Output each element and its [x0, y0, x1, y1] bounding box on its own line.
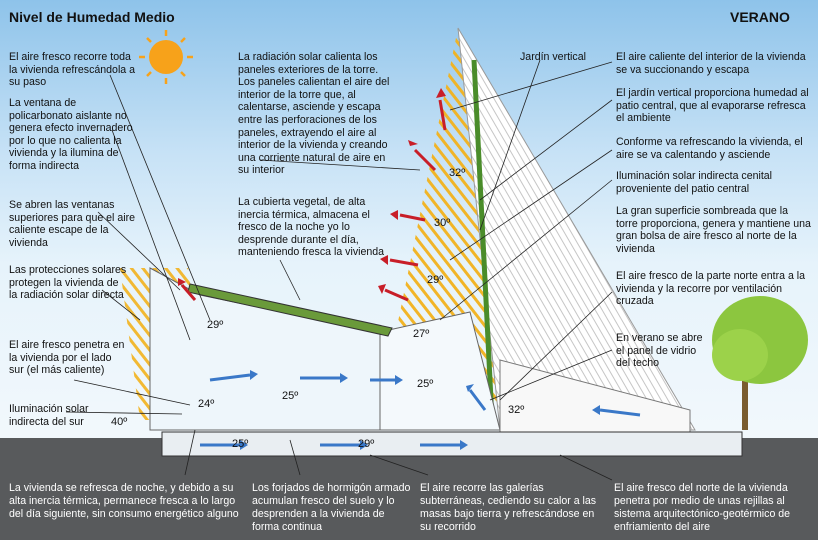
temp-basement-left: 25º [232, 438, 249, 450]
note-concrete-slabs: Los forjados de hormigón armado acumulan fresco del suelo y lo desprenden a la vivienda de forma continua [252, 482, 411, 533]
temp-tower-top: 32º [449, 167, 466, 179]
note-fresh-air-travels: El aire fresco recorre toda la vivienda refrescándola a su paso [9, 51, 136, 89]
temp-basement-right: 29º [358, 438, 375, 450]
note-hot-air-escapes: El aire caliente del interior de la vivienda se va succionando y escapa [616, 51, 806, 76]
note-green-roof: La cubierta vegetal, de alta inercia térmica, almacena el fresco de la noche yo lo desprende durante el día, manteniendo fresca la vivienda [238, 196, 385, 259]
note-glass-panel: En verano se abre el panel de vidrio del techo [616, 332, 703, 370]
house-interior [150, 268, 380, 430]
temp-outside-south: 40º [111, 416, 128, 428]
note-geothermal-system: El aire fresco del norte de la vivienda penetra por medio de unas rejillas al sistema arquitectónico-geotérmico de enfriamiento del aire [614, 482, 791, 533]
label-vertical-garden: Jardín vertical [520, 51, 586, 63]
note-shaded-surface: La gran superficie sombreada que la torre proporciona, genera y mantiene una gran bolsa de aire fresco al norte de la vivienda [616, 205, 811, 255]
note-vertical-garden-humidity: El jardín vertical proporciona humedad al patio central, que al evaporarse refresca el ambiente [616, 87, 809, 125]
temp-upper-left: 29º [207, 319, 224, 331]
season-label: VERANO [730, 9, 790, 25]
temp-tower-base: 27º [413, 328, 430, 340]
sun-icon [139, 30, 193, 84]
note-solar-protections: Las protecciones solares protegen la vivienda de la radiación solar directa [9, 264, 127, 302]
note-tower-radiation: La radiación solar calienta los paneles exteriores de la torre. Los paneles calientan el aire del interior de la torre que, al calentarse, asciende y escapa entre las perforaciones de los paneles, extrayendo el aire al interior de la vivienda y creando una corriente natural de aire en su interior [238, 51, 390, 177]
note-fresh-air-south: El aire fresco penetra en la vivienda por el lado sur (el más caliente) [9, 339, 125, 377]
temp-patio: 25º [417, 378, 434, 390]
note-indirect-south-light: Iluminación solar indirecta del sur [9, 403, 89, 428]
temp-living-room: 25º [282, 390, 299, 402]
note-night-cooling: La vivienda se refresca de noche, y debido a su alta inercia térmica, permanece fresca a lo largo del día siguiente, sin consumo energético alguno [9, 482, 239, 520]
temp-lower-left: 24º [198, 398, 215, 410]
note-polycarbonate-window: La ventana de policarbonato aislante no genera efecto invernadero por lo que no calienta la vivienda y la ilumina de forma indirecta [9, 97, 133, 172]
tree-icon [712, 296, 808, 430]
note-underground-galleries: El aire recorre las galerías subterráneas, cediendo su calor a las masas bajo tierra y refrescándose en su recorrido [420, 482, 597, 533]
note-zenithal-light: Iluminación solar indirecta cenital proveniente del patio central [616, 170, 773, 195]
temp-tower-upper: 30º [434, 217, 451, 229]
temp-north-wing: 32º [508, 404, 525, 416]
note-north-fresh-air: El aire fresco de la parte norte entra a la vivienda y la recorre por ventilación cruzada [616, 270, 806, 308]
diagram-title: Nivel de Humedad Medio [9, 9, 175, 25]
note-air-warms-rises: Conforme va refrescando la vivienda, el aire se va calentando y asciende [616, 136, 803, 161]
temp-tower-mid: 29º [427, 274, 444, 286]
note-upper-windows: Se abren las ventanas superiores para que el aire caliente escape de la vivienda [9, 199, 136, 249]
